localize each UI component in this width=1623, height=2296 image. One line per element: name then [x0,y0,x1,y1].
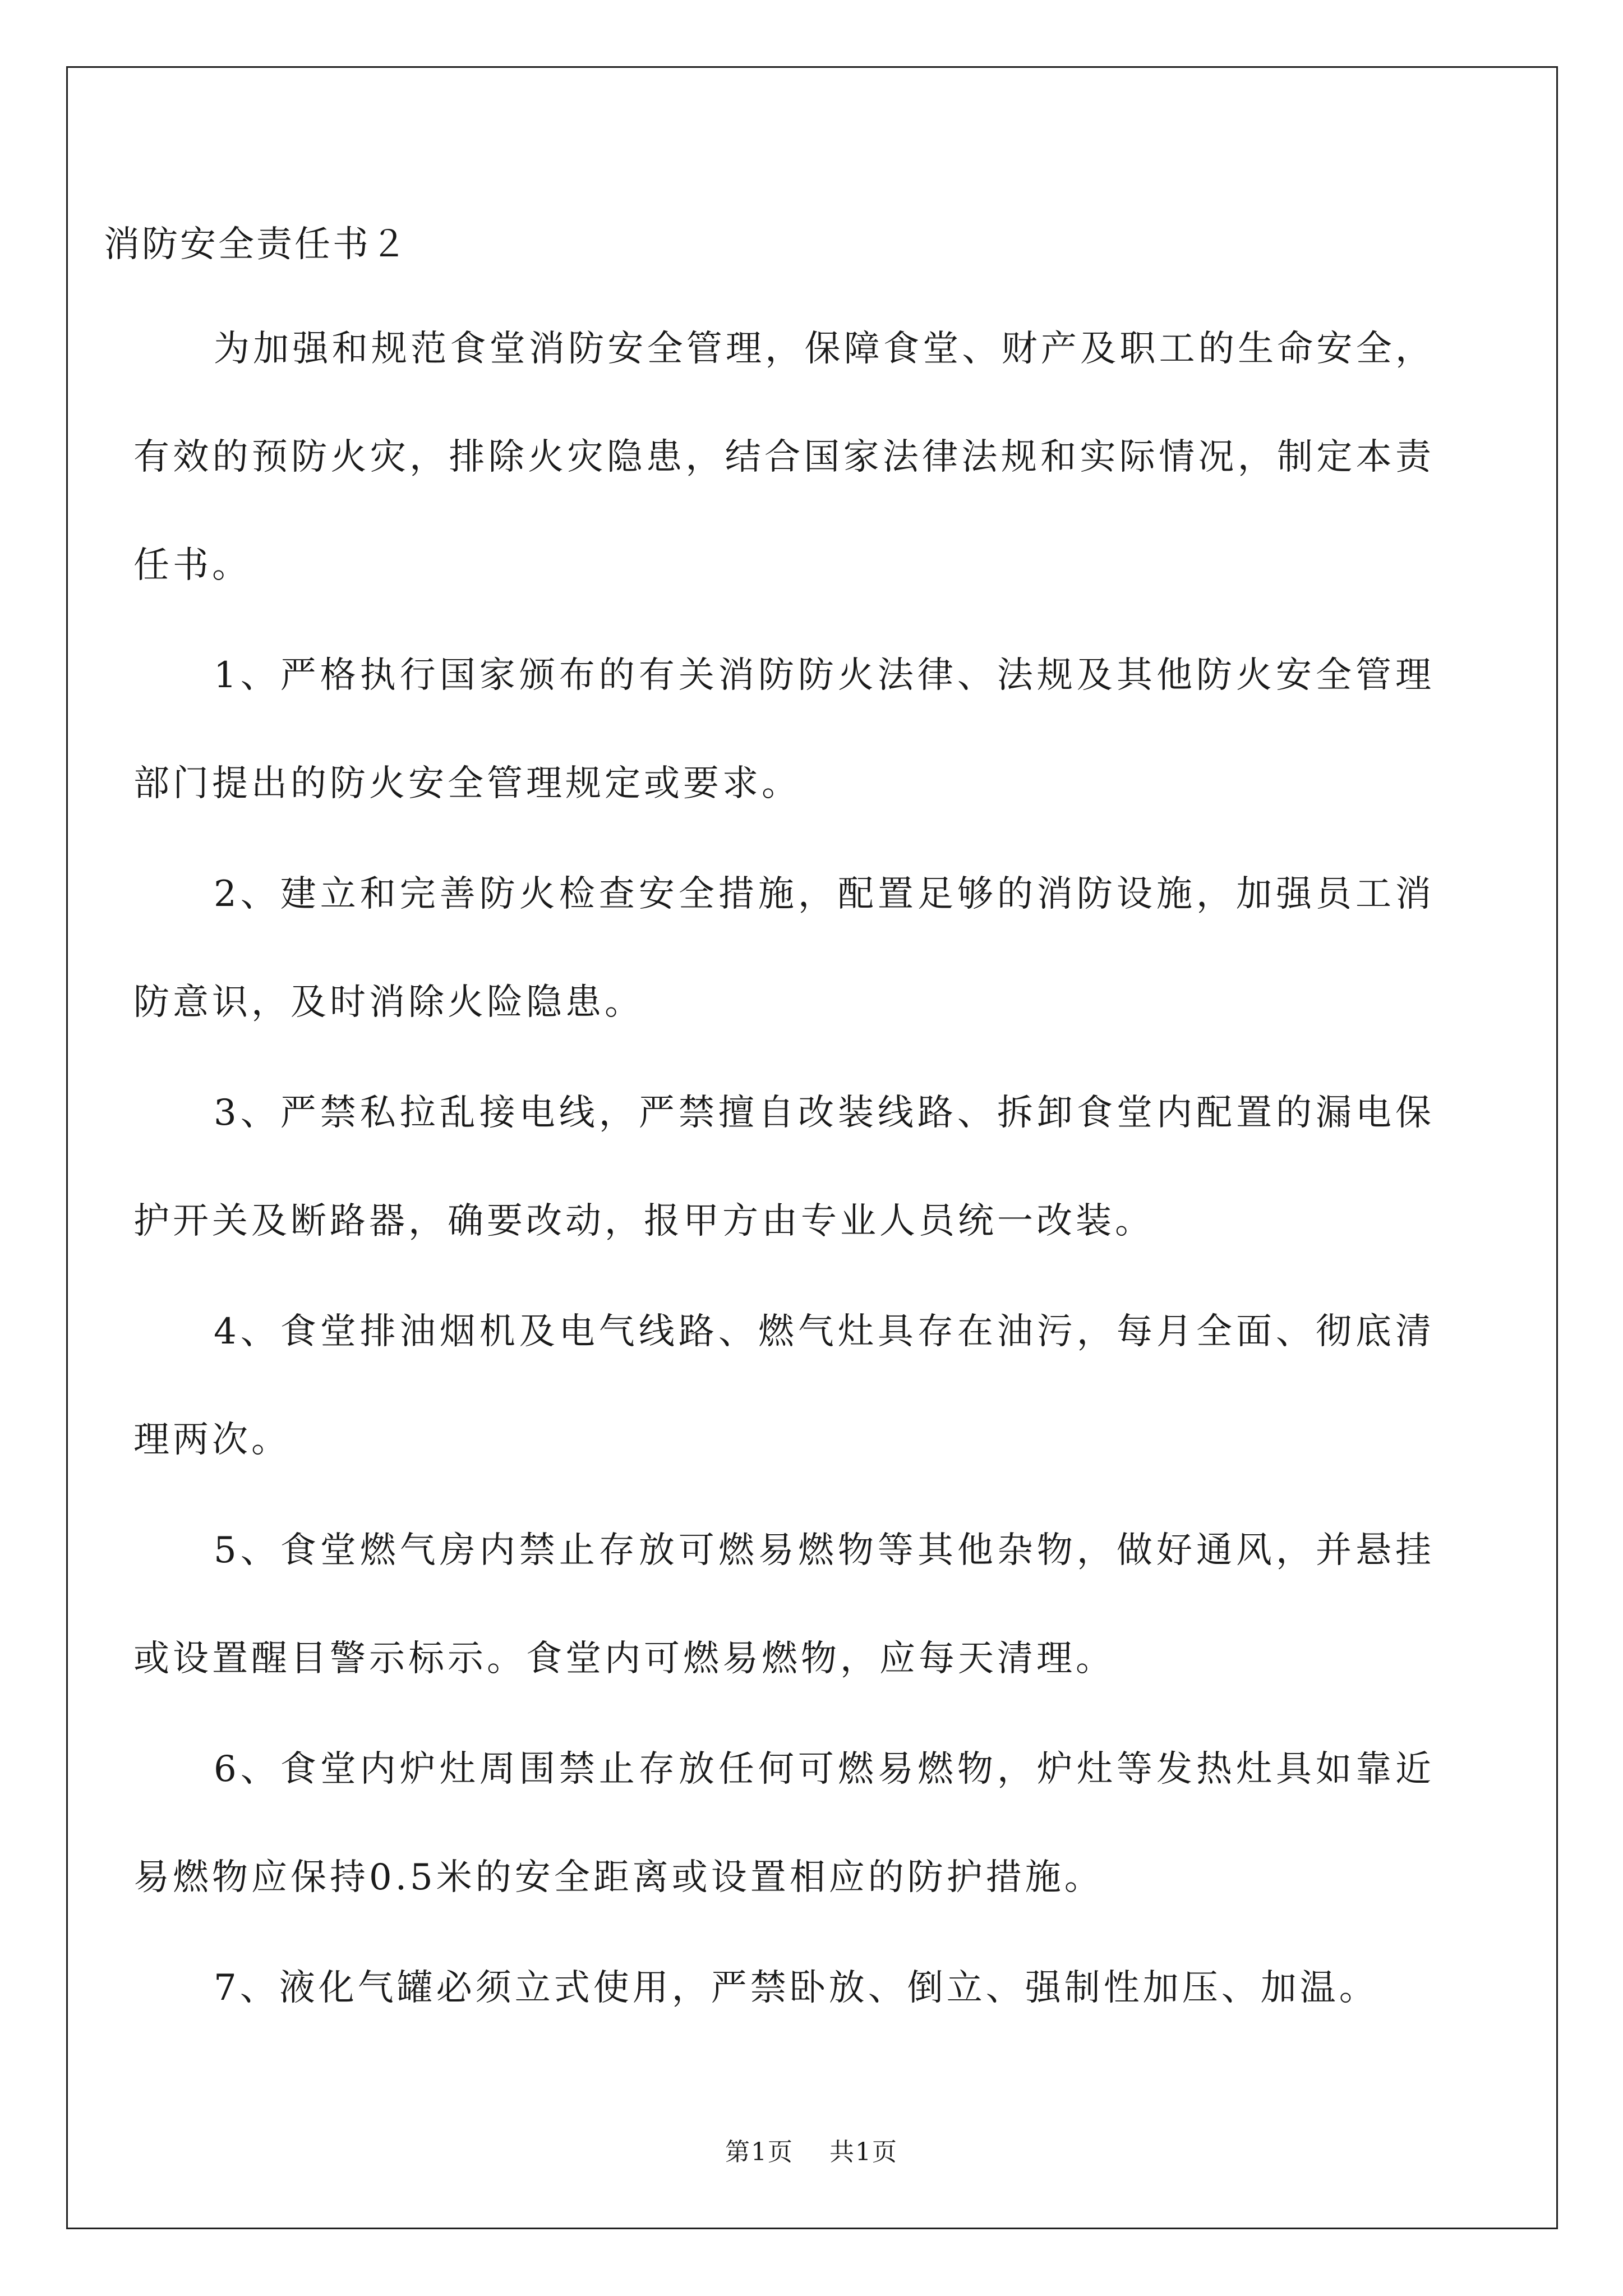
page-number: 第1页 [725,2138,794,2166]
page-footer [0,2132,1623,2168]
document-title: 消防安全责任书２ [104,224,409,265]
paragraph-item-3: 3、严禁私拉乱接电线，严禁擅自改装线路、拆卸食堂内配置的漏电保护开关及断路器，确要改动，报甲方由专业人员统一改装。 [133,1092,1435,1242]
paragraph-item-1: 1、严格执行国家颁布的有关消防防火法律、法规及其他防火安全管理部门提出的防火安全管理规定或要求。 [133,655,1435,804]
paragraph-item-6: 6、食堂内炉灶周围禁止存放任何可燃易燃物，炉灶等发热灶具如靠近易燃物应保持0.5米的安全距离或设置相应的防护措施。 [133,1749,1435,1898]
paragraph-item-2: 2、建立和完善防火检查安全措施，配置足够的消防设施，加强员工消防意识，及时消除火险隐患。 [133,873,1435,1023]
paragraph-item-7: 7、液化气罐必须立式使用，严禁卧放、倒立、强制性加压、加温。 [214,1967,1378,2009]
paragraph-item-4: 4、食堂排油烟机及电气线路、燃气灶具存在油污，每月全面、彻底清理两次。 [133,1311,1435,1461]
paragraph-intro: 为加强和规范食堂消防安全管理，保障食堂、财产及职工的生命安全，有效的预防火灾，排除火灾隐患，结合国家法律法规和实际情况，制定本责任书。 [133,328,1435,586]
paragraph-item-5: 5、食堂燃气房内禁止存放可燃易燃物等其他杂物，做好通风，并悬挂或设置醒目警示标示。食堂内可燃易燃物，应每天清理。 [133,1530,1435,1680]
page-total: 共1页 [829,2138,898,2166]
